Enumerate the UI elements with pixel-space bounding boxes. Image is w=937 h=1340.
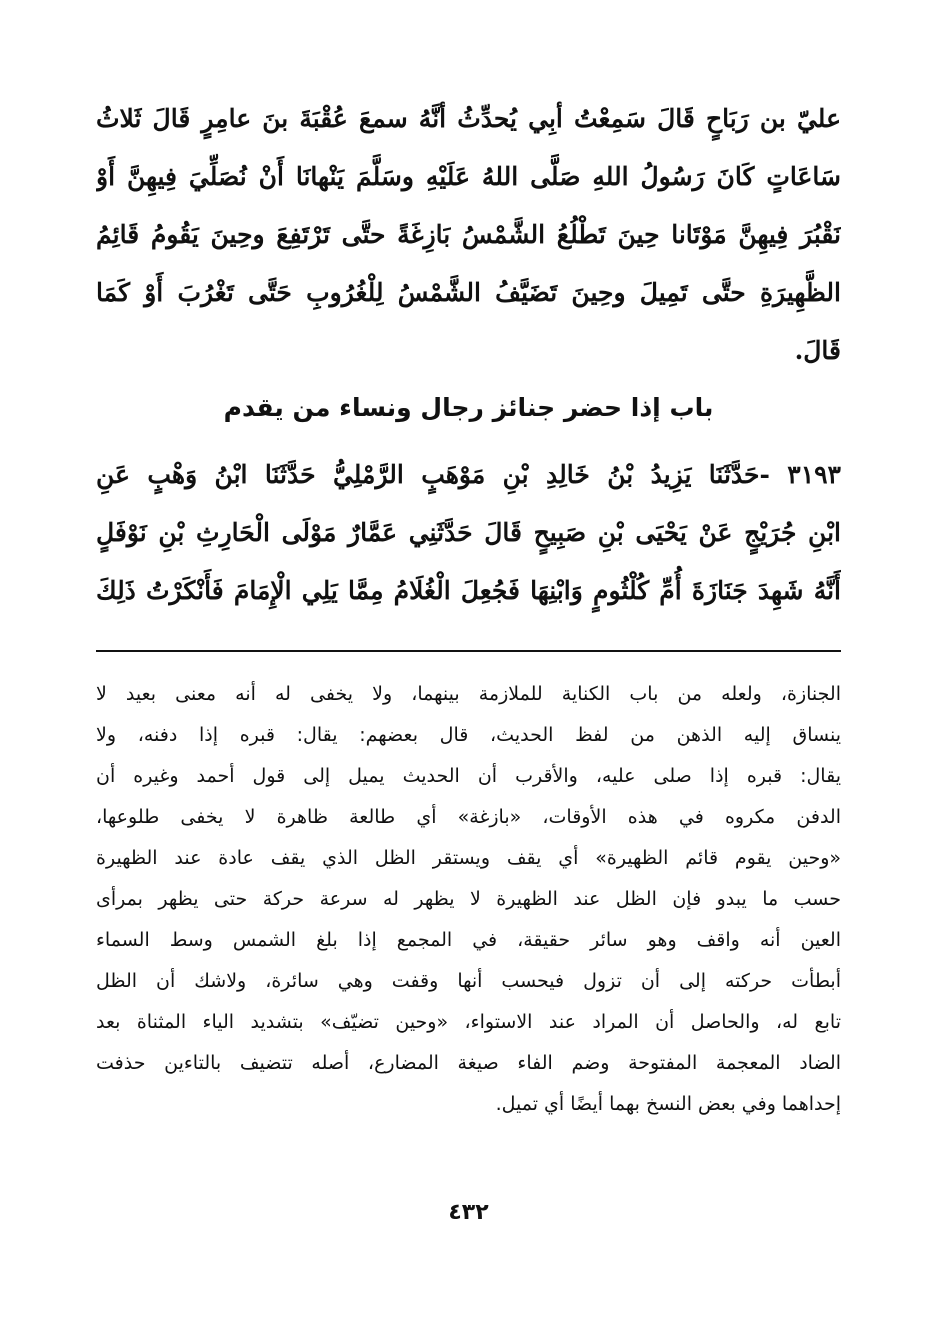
- hadith-text: [96, 446, 841, 620]
- commentary-line: العين أنه واقف وهو سائر حقيقة، في المجمع إذا بلغ الشمس وسط السماء: [96, 929, 841, 951]
- commentary-line: أبطأت حركته إلى أن تزول فيحسب أنها وقفت وهي سائرة، ولاشك أن الظل: [96, 970, 841, 992]
- commentary-footnotes: [96, 674, 841, 1125]
- hadith-line: ابْنِ جُرَيْجٍ عَنْ يَحْيَى بْنِ صَبِيحٍ قَالَ حَدَّثَنِي عَمَّارٌ مَوْلَى الْحَارِثِ بْنِ نَوْفَلٍ: [96, 518, 841, 547]
- hadith-first-line: [96, 446, 841, 504]
- commentary-line: إحداهما وفي بعض النسخ بهما أيضًا أي تميل.: [495, 1093, 841, 1115]
- commentary-line: حسب ما يبدو فإن الظل عند الظهيرة لا يظهر له سرعة حركة حتى يظهر بمرأى: [96, 888, 841, 910]
- document-page: [96, 90, 841, 1340]
- hadith-line: أَنَّهُ شَهِدَ جَنَازَةَ أُمِّ كُلْثُومٍ وَابْنِهَا فَجُعِلَ الْغُلَامُ مِمَّا يَلِي الْإِمَامَ فَأَنْكَرْتُ ذَلِكَ: [96, 576, 841, 605]
- chapter-heading: باب إذا حضر جنائز رجال ونساء من يقدم: [223, 393, 714, 422]
- commentary-line: الضاد المعجمة المفتوحة وضم الفاء صيغة المضارع، أصله تتضيف بالتاءين حذفت: [96, 1052, 841, 1074]
- main-text-line: قَالَ.: [794, 336, 841, 365]
- hadith-number: ٣١٩٣: [787, 460, 841, 489]
- hadith-continuation-text: [96, 90, 841, 380]
- page-number: ٤٣٢: [448, 1200, 489, 1225]
- commentary-line: يقال: قبره إذا صلى عليه، والأقرب أن الحديث يميل إلى قول أحمد وغيره أن: [96, 765, 841, 787]
- main-text-line: عليّ بن رَبَاحٍ قَالَ سَمِعْتُ أبِي يُحدِّثُ أنَّهُ سمعَ عُقْبَةَ بنَ عامِرٍ قَالَ ثَلاثُ: [96, 104, 841, 133]
- commentary-line: «وحين يقوم قائم الظهيرة» أي يقف ويستقر الظل الذي يقف عادة عند الظهيرة: [96, 847, 841, 869]
- main-text-line: الظَّهِيرَةِ حتَّى تَمِيلَ وحِينَ تَضَيَّفُ الشَّمْسُ لِلْغُرُوبِ حَتَّى تَغْرُبَ أَوْ كَمَا: [96, 278, 841, 307]
- main-text-line: نَقْبُرَ فِيهِنَّ مَوْتَانا حِينَ تَطْلُعُ الشَّمْسُ بَازِغَةً حتَّى تَرْتَفِعَ وحِينَ يَقُومُ قَائِمُ: [96, 220, 841, 249]
- commentary-line: الدفن مكروه في هذه الأوقات، «بازغة» أي طالعة ظاهرة لا يخفى طلوعها،: [96, 806, 841, 828]
- footnote-divider: [96, 650, 841, 652]
- commentary-line: تابع له، والحاصل أن المراد عند الاستواء، «وحين تضيّف» بتشديد الياء المثناة بعد: [96, 1011, 841, 1033]
- main-text-line: سَاعَاتٍ كَانَ رَسُولُ اللهِ صَلَّى اللهُ عَلَيْهِ وسَلَّمَ يَنْهانَا أَنْ نُصَلِّيَ فِيهِنَّ أَوْ: [96, 162, 841, 191]
- hadith-line-text: -حَدَّثَنَا يَزِيدُ بْنُ خَالِدِ بْنِ مَوْهَبٍ الرَّمْلِيُّ حَدَّثَنَا ابْنُ وَهْبٍ عَنِ: [96, 460, 770, 489]
- commentary-line: ينساق إليه الذهن من لفظ الحديث، قال بعضهم: يقال: قبره إذا دفنه، ولا: [96, 724, 841, 746]
- commentary-line: الجنازة، ولعله من باب الكناية للملازمة بينهما، ولا يخفى له أنه معنى بعيد لا: [96, 683, 841, 705]
